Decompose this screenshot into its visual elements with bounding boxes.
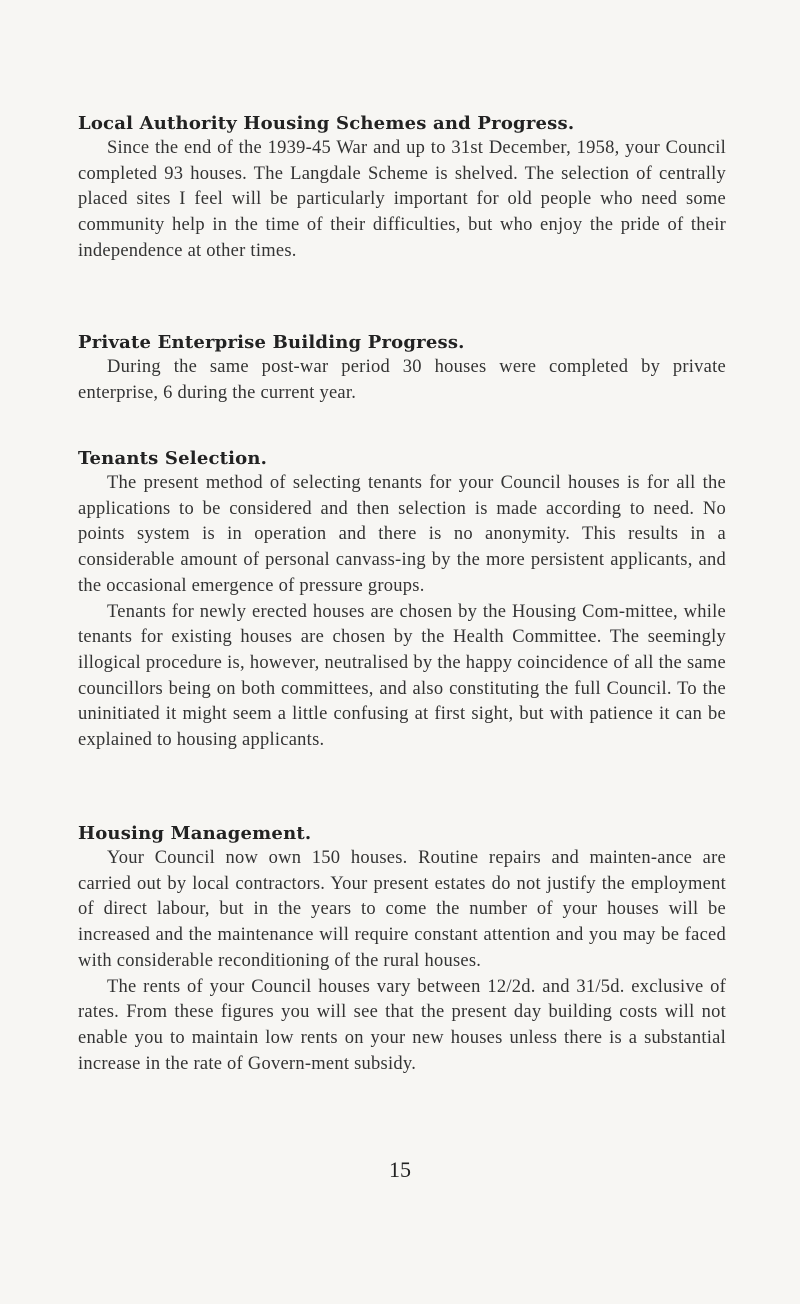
paragraph: The rents of your Council houses vary between 12/2d. and 31/5d. exclusive of rates. From these figures you will see that the present day building costs will not enable you to maintain low rents on your new houses unless there is a substantial increase in the rate of Govern-ment subsidy. — [78, 976, 726, 1074]
page-number: 15 — [389, 1157, 411, 1182]
section-heading: Housing Management. — [78, 823, 312, 844]
section-local-authority-housing — [78, 112, 726, 265]
section-tenants-selection — [78, 447, 726, 754]
paragraph: Your Council now own 150 houses. Routine repairs and mainten-ance are carried out by local contractors. Your present estates do not justify the employment of direct labour, but in the years to come the number of your houses will be increased and the maintenance will require constant attention and you may be faced with considerable reconditioning of the rural houses. — [78, 848, 726, 971]
paragraph: During the same post-war period 30 houses were completed by private enterprise, 6 during the current year. — [78, 357, 726, 403]
paragraph: Tenants for newly erected houses are chosen by the Housing Com-mittee, while tenants for existing houses are chosen by the Health Committee. The seemingly illogical procedure is, however, neutralised by the happy coincidence of all the same councillors being on both committees, and also constituting the full Council. To the uninitiated it might seem a little confusing at first sight, but with patience it can be explained to housing applicants. — [78, 601, 726, 751]
paragraph: Since the end of the 1939-45 War and up to 31st December, 1958, your Council completed 93 houses. The Langdale Scheme is shelved. The selection of centrally placed sites I feel will be particularly important for old people who need some community help in the time of their difficulties, but who enjoy the pride of their independence at other times. — [78, 138, 726, 261]
paragraph: The present method of selecting tenants for your Council houses is for all the applications to be considered and then selection is made according to need. No points system is in operation and there is no anonymity. This results in a considerable amount of personal canvass-ing by the more persistent applicants, and the occasional emergence of pressure groups. — [78, 473, 726, 596]
section-heading: Tenants Selection. — [78, 448, 268, 469]
section-heading: Local Authority Housing Schemes and Progress. — [78, 113, 575, 134]
section-private-enterprise — [78, 331, 726, 406]
section-heading: Private Enterprise Building Progress. — [78, 332, 465, 353]
section-housing-management — [78, 822, 726, 1077]
